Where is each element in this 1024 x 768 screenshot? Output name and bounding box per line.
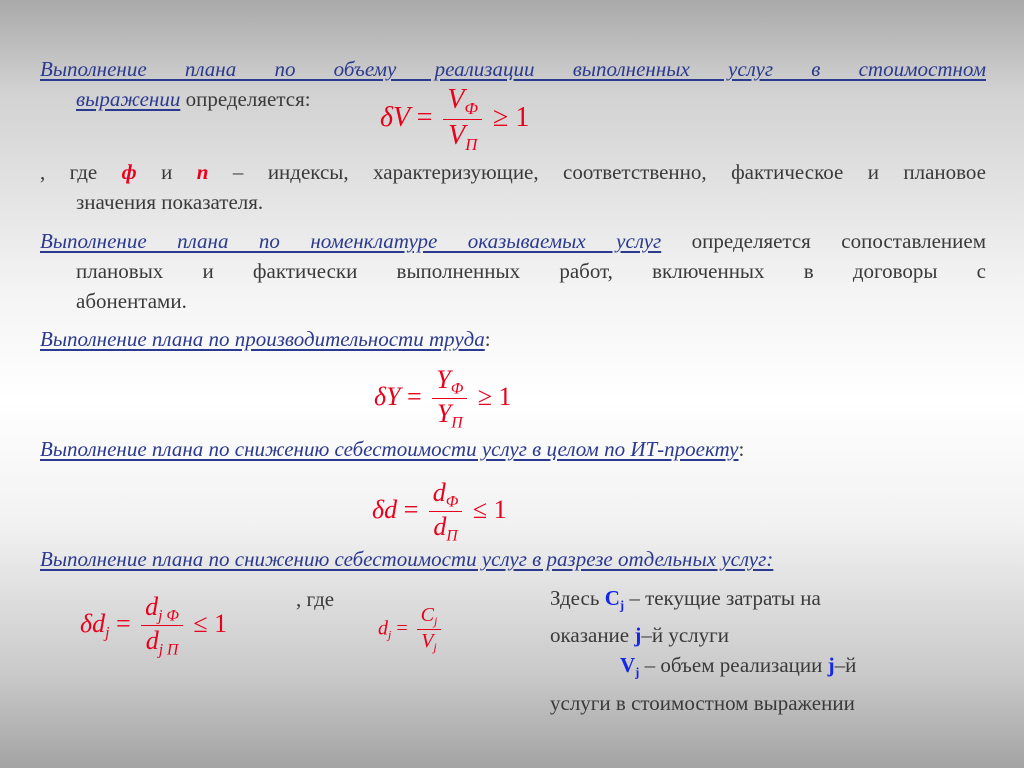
formula-unit-cost: $d_j$ = $\frac{C_j}{V_j}$ xyxy=(378,604,445,655)
paragraph-cost-total: Выполнение плана по снижению себестоимости услуг в целом по ИТ-проекту: xyxy=(40,437,745,461)
formula-unit-cost-fraction: $\frac{C_j}{V_j}$ xyxy=(417,604,442,655)
paragraph-cost-each: Выполнение плана по снижению себестоимости услуг в разрезе отдельных услуг: xyxy=(40,547,774,571)
paragraph-productivity: Выполнение плана по производительности труда: xyxy=(40,327,491,351)
formula-volume: δV = $\frac{V_Ф}{V_П}$ ≥ 1 xyxy=(380,84,530,154)
paragraph-nomenclature-line3: абонентами. xyxy=(76,289,187,313)
paragraph-indices-line2: значения показателя. xyxy=(76,190,264,214)
note-line3: $V_j$ – объем реализации j–й xyxy=(620,653,857,680)
note-line4: услуги в стоимостном выражении xyxy=(550,690,855,715)
formula-cost-each: $\delta d_j$ = $\frac{d_{j Ф}}{d_{j П}}$ ≤ 1 xyxy=(80,592,228,659)
formula-cost-each-fraction: $\frac{d_{j Ф}}{d_{j П}}$ xyxy=(141,592,183,660)
where-label: , где xyxy=(296,587,335,611)
note-definitions xyxy=(550,583,970,718)
paragraph-indices xyxy=(40,157,986,217)
formula-productivity: δY = $\frac{Y_Ф}{Y_П}$ ≥ 1 xyxy=(374,365,512,432)
formula-cost-total-fraction: $\frac{d_Ф}{d_П}$ xyxy=(429,478,463,546)
formula-volume-fraction: $\frac{V_Ф}{V_П}$ xyxy=(443,84,482,155)
note-line1: Здесь $C_j$ – текущие затраты на xyxy=(550,586,821,613)
formula-productivity-fraction: $\frac{Y_Ф}{Y_П}$ xyxy=(432,365,467,433)
paragraph-nomenclature-line2: плановых и фактически выполненных работ, включенных в договоры с xyxy=(76,259,986,283)
paragraph-volume-line2: выражении определяется: xyxy=(76,87,311,111)
note-line2: оказание j–й услуги xyxy=(550,623,730,648)
formula-cost-total: δd = $\frac{d_Ф}{d_П}$ ≤ 1 xyxy=(372,478,507,545)
paragraph-volume-line1: Выполнение плана по объему реализации выполненных услуг в стоимостном xyxy=(40,57,986,81)
paragraph-nomenclature-line1: Выполнение плана по номенклатуре оказываемых услуг определяется сопоставлением xyxy=(40,229,986,253)
paragraph-indices-line1: , где ф и п – индексы, характеризующие, соответственно, фактическое и плановое xyxy=(40,160,986,184)
paragraph-nomenclature xyxy=(40,226,986,316)
